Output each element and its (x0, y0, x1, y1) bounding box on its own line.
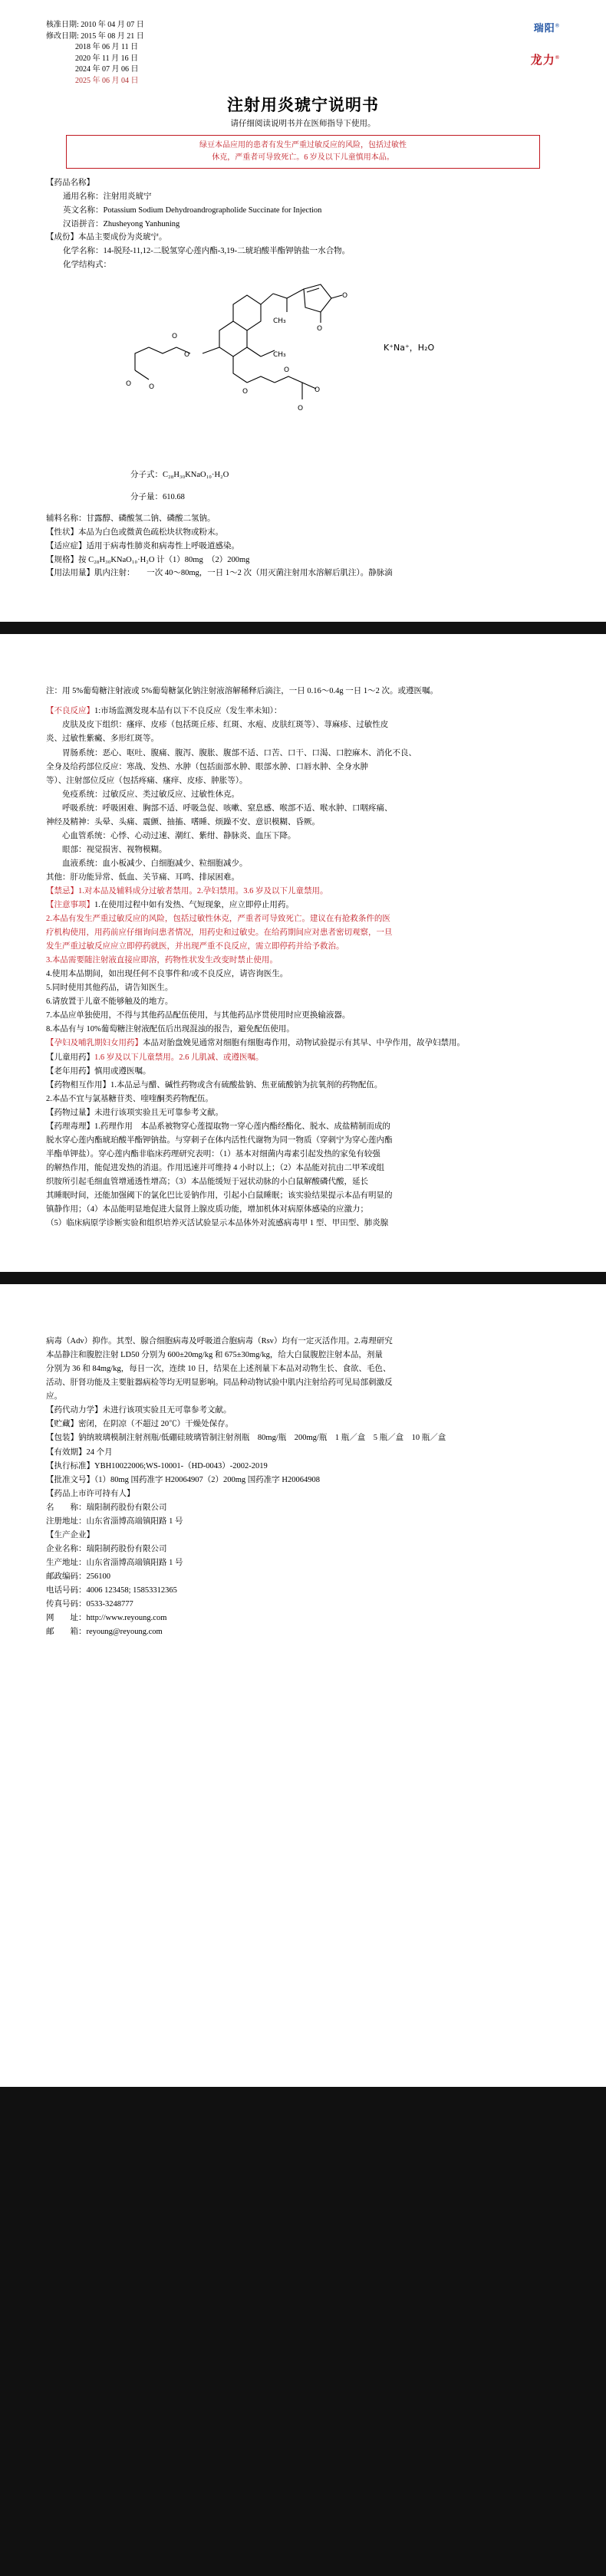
precautions-head: 【注意事项】1.在使用过程中如有发热、气短现象，应立即停止用药。 (46, 901, 294, 910)
molecular-formula: 分子式：C₂₈H₃₀KNaO₁₀·H₂O (130, 471, 229, 480)
precaution-line: 疗机构使用，用药前应仔细询问患者情况，用药史和过敏史。在给药期间应对患者密切观察，一旦 (46, 928, 393, 938)
svg-text:O: O (317, 324, 323, 333)
adverse-reactions-head: 【不良反应】1:市场监测发现本品有以下不良反应（发生率未知）： (46, 707, 282, 716)
structure-label: 化学结构式： (63, 261, 111, 270)
adverse-line: 胃肠系统：恶心、呕吐、腹痛、腹泻、腹胀、腹部不适、口苦、口干、口渴、口腔麻木、消化不良、 (46, 748, 417, 757)
document-header (46, 20, 560, 87)
properties: 【性状】本品为白色或微黄色疏松块状物或粉末。 (46, 527, 223, 537)
svg-text:O: O (149, 383, 155, 391)
pharmacology-line: 镇静作用；（4）本品能明显地促进大鼠肾上腺皮质功能，增加机体对病原体感染的应激力； (46, 1205, 368, 1214)
page-3 (0, 1284, 606, 2087)
svg-text:O: O (172, 332, 178, 340)
dosage: 【用法用量】肌内注射： 一次 40～80mg，一日 1～2 次（用灭菌注射用水溶解后肌注）。静脉滴 (46, 569, 393, 578)
pharmacology-head: 【药理毒理】1.药理作用 本品系被物穿心莲提取物一穿心莲内酯经酯化、脱水、成盐精制而成的 (46, 1122, 390, 1131)
approval-dates (46, 20, 144, 87)
svg-text:CH₃: CH₃ (273, 317, 286, 325)
precaution-line: 3.本品需要随注射液直接应即溶，药物性状发生改变时禁止使用。 (46, 956, 278, 965)
info-row: 生产地址：山东省淄博高端镇阳路 1 号 (46, 1558, 183, 1567)
heading-ingredients: 【成份】本品主要成份为炎琥宁。 (46, 233, 167, 242)
info-row: 电话号码：4006 123458; 15853312365 (46, 1585, 177, 1595)
contraindications: 【禁忌】1.对本品及辅料成分过敏者禁用。2.孕妇禁用。3.6 岁及以下儿童禁用。 (46, 886, 328, 895)
geriatric-use: 【老年用药】慎用或遵医嘱。 (46, 1066, 151, 1076)
indications: 【适应症】适用于病毒性肺炎和病毒性上呼吸道感染。 (46, 541, 239, 550)
section-ingredients (46, 231, 560, 272)
heading-drug-name: 【药品名称】 (46, 179, 94, 187)
interactions-line: 2.本品不宜与氯基糖苷类、喹喹酮类药物配伍。 (46, 1094, 213, 1103)
precaution-line: 8.本品有与 10%葡萄糖注射液配伍后出现混浊的报告，避免配伍使用。 (46, 1025, 295, 1034)
info-row: 注册地址：山东省淄博高端镇阳路 1 号 (46, 1516, 183, 1526)
logo-longli: 龙力® (530, 54, 560, 67)
pharmacology-line: 脱水穿心莲内酯琥珀酸半酯钾钠盐。与穿刺子在体内活性代谢物为同一物质（穿刺宁为穿心莲内酯 (46, 1135, 393, 1145)
date-line: 2025 年 06 月 04 日 (75, 76, 139, 85)
pharmacology-line: 织胺所引起毛细血管增通透性增高；（3）本品能缓短于冠状动脉的小白鼠解酸磷代酸，延长 (46, 1177, 368, 1186)
overdose: 【药物过量】未进行该项实验且无可靠参考文献。 (46, 1108, 223, 1117)
pharmacology-line: 半酯单钾盐）。穿心莲内酯非临床药理研究表明：（1）基本对细菌内毒素引起发热的家兔有较强 (46, 1149, 380, 1158)
pharmacology-cont-line: 活动、肝肾功能及主要脏器病检等均无明显影响。同品种动物试验中肌内注射给药可见局部刺激反 (46, 1378, 393, 1388)
warning-line-2: 休克，严重者可导致死亡。6 岁及以下儿童慎用本品。 (212, 153, 394, 162)
pharmacology-cont-line: 应。 (46, 1392, 62, 1401)
adverse-line: 全身及给药部位反应：寒战、发热、水肿（包括面部水肿、眼部水肿、口唇水肿、全身水肿 (46, 762, 368, 771)
structure-svg (123, 277, 483, 461)
dosage-note: 注：用 5%葡萄糖注射液或 5%葡萄糖氯化钠注射液溶解稀释后滴注，一日 0.16～0.4g 一日 1～2 次。或遵医嘱。 (46, 687, 438, 696)
svg-text:O: O (315, 386, 321, 394)
storage: 【贮藏】密闭，在阴凉（不超过 20℃）干燥处保存。 (46, 1420, 234, 1429)
info-row: 邮政编码：256100 (46, 1572, 110, 1581)
precaution-line: 5.同时使用其他药品，请告知医生。 (46, 984, 173, 993)
precaution-line: 6.请放置于儿童不能够触及的地方。 (46, 997, 173, 1007)
date-line: 2024 年 07 月 06 日 (75, 65, 139, 74)
standard: 【执行标准】YBH10022006;WS-10001-（HD-0043）-2002-2019 (46, 1461, 268, 1470)
section-drug-name (46, 176, 560, 231)
page-1 (0, 0, 606, 622)
svg-text:O: O (284, 366, 290, 374)
shelf-life: 【有效期】24 个月 (46, 1447, 113, 1457)
adverse-line: 神经及精神：头晕、头痛、震颤、抽搐、嗜睡、烦躁不安、意识模糊、昏厥。 (46, 817, 320, 826)
date-line: 修改日期: 2015 年 08 月 21 日 (46, 31, 144, 41)
adverse-line: 血液系统：血小板减少、白细胞减少、粒细胞减少。 (46, 859, 248, 868)
info-row: 名 称：瑞阳制药股份有限公司 (46, 1503, 167, 1512)
precaution-line: 发生严重过敏反应应立即停药就医，并出现严重不良反应，需立即停药并给予救治。 (46, 942, 344, 951)
adverse-line: 免疫系统：过敏反应、类过敏反应、过敏性休克。 (46, 790, 239, 799)
interactions-head: 【药物相互作用】1.本品忌与醋、碱性药物或含有硫酸盐钠、焦亚硫酸钠为抗氧剂的药物配伍。 (46, 1080, 383, 1089)
pinyin-name: 汉语拼音：Zhusheyong Yanhuning (63, 219, 180, 228)
svg-text:O: O (342, 291, 348, 300)
excipients: 辅料名称：甘露醇、磷酸氢二钠、磷酸二氢钠。 (46, 514, 216, 524)
svg-text:O: O (126, 380, 132, 388)
adverse-line: 其他：肝功能异常、低血、关节痛、耳鸣、排尿困难。 (46, 872, 239, 882)
english-name: 英文名称：Potassium Sodium Dehydroandrographolide Succinate for Injection (63, 205, 322, 215)
brand-logos (531, 20, 560, 67)
pregnancy-use: 【孕妇及哺乳期妇女用药】本品对胎盘娩见通常对细胞有细胞毒作用，动物试验提示有其早、中孕作用，故孕妇禁用。 (46, 1039, 465, 1048)
pharmacology-cont-line: 本品静注和腹腔注射 LD50 分别为 600±20mg/kg 和 675±30mg/kg，给大白鼠腹腔注射本品，剂量 (46, 1351, 383, 1360)
adverse-line: 心血管系统：心悸、心动过速、潮红、紫绀、静脉炎、血压下降。 (46, 831, 296, 840)
info-row: 传真号码：0533-3248777 (46, 1600, 133, 1609)
pharmacology-line: 其睡眠时间，还能加强阈下的氯化巴比妥钠作用，引起小白鼠睡眠；该实验结果提示本品有明显的 (46, 1191, 393, 1200)
adverse-line: 呼吸系统：呼吸困难、胸部不适、呼吸急促、咳嗽、窒息感、喉部不适、喉水肿、口咽疼痛、 (46, 803, 393, 813)
generic-name: 通用名称：注射用炎琥宁 (63, 192, 152, 201)
precaution-line: 7.本品应单独使用，不得与其他药品配伍使用，与其他药品序贯使用时应更换输液器。 (46, 1011, 351, 1020)
molecular-weight: 分子量：610.68 (130, 492, 185, 501)
adverse-line: 炎、过敏性紫癜、多形红斑等。 (46, 734, 159, 744)
adverse-line: 皮肤及皮下组织：瘙痒、皮疹（包括斑丘疹、红斑、水疱、皮肤红斑等）、荨麻疹、过敏性皮 (46, 721, 389, 730)
svg-text:O: O (184, 350, 190, 359)
pharmacology-line: 的解热作用，能促进发热的消退。作用迅速并可维持 4 小时以上；（2）本品能对抗由二甲苯或组 (46, 1163, 384, 1172)
svg-text:O: O (298, 404, 304, 412)
specification: 【规格】按 C₂₈H₃₀KNaO₁₀·H₂O 计（1）80mg （2）200mg (46, 555, 250, 564)
pharmacology-line: （5）临床病原学诊断实验和组织培养灭活试验显示本品体外对流感病毒甲 1 型、甲田型、肺炎腺 (46, 1219, 389, 1228)
approval-number: 【批准文号】（1）80mg 国药准字 H20064907（2）200mg 国药准字 H20064908 (46, 1475, 320, 1484)
pharmacology-cont-line: 病毒（Adv）抑作。其型、腺合细胞病毒及呼吸道合胞病毒（Rsv）均有一定灭活作用。2.毒理研究 (46, 1337, 393, 1346)
chemical-structure-diagram (46, 277, 560, 461)
info-row: 网 址：http://www.reyoung.com (46, 1614, 167, 1623)
pharmacology-cont-line: 分别为 36 和 84mg/kg，每日一次，连续 10 日，结果在上述剂量下本品对动物生长、食欲、毛色、 (46, 1365, 391, 1374)
date-line: 2018 年 06 月 11 日 (75, 43, 139, 51)
svg-text:O: O (242, 387, 249, 396)
page-title: 注射用炎琥宁说明书 (227, 96, 379, 114)
salt-label: K⁺Na⁺，H₂O (384, 342, 435, 353)
info-row: 邮 箱：reyoung@reyoung.com (46, 1628, 163, 1637)
date-line: 2020 年 11 月 16 日 (75, 54, 139, 63)
info-row: 企业名称：瑞阳制药股份有限公司 (46, 1544, 167, 1553)
molecular-info (46, 468, 560, 504)
packaging: 【包装】钠纳玻璃模制注射剂瓶/低硼硅玻璃管制注射剂瓶 80mg/瓶 200mg/瓶 1 瓶／盒 5 瓶／盒 10 瓶／盒 (46, 1434, 446, 1443)
chemical-name: 化学名称：14-脱羟-11,12-二脱氢穿心莲内酯-3,19-二琥珀酸半酯钾钠盐一水合物。 (63, 247, 351, 256)
adverse-line: 眼部：视觉损害、视物模糊。 (46, 845, 167, 854)
warning-line-1: 绿豆本品应用的患者有发生严重过敏反应的风险，包括过敏性 (199, 141, 407, 150)
page-2 (0, 634, 606, 1272)
marketing-holder-head: 【药品上市许可持有人】 (46, 1489, 135, 1498)
precaution-line: 4.使用本品期间，如出现任何不良事件和/或不良反应，请咨询医生。 (46, 970, 288, 979)
section-specs (46, 512, 560, 580)
date-line: 核准日期: 2010 年 04 月 07 日 (46, 21, 144, 29)
page-subtitle: 请仔细阅读说明书并在医师指导下使用。 (230, 120, 376, 128)
precaution-line: 2.本品有发生严重过敏反应的风险，包括过敏性休克，严重者可导致死亡。建议在有抢救条件的医 (46, 915, 390, 924)
info-row: 【生产企业】 (46, 1530, 94, 1539)
black-box-warning (66, 135, 540, 169)
pharmacokinetics: 【药代动力学】未进行该项实验且无可靠参考文献。 (46, 1406, 232, 1415)
adverse-line: 等）、注射部位反应（包括疼痛、瘙痒、皮疹、肿胀等）。 (46, 776, 248, 785)
logo-reyoung: 瑞阳® (533, 22, 560, 34)
svg-text:CH₃: CH₃ (273, 350, 286, 359)
pediatric-use: 【儿童用药】1.6 岁及以下儿童禁用。2.6 儿肌减、或遵医嘱。 (46, 1053, 264, 1062)
